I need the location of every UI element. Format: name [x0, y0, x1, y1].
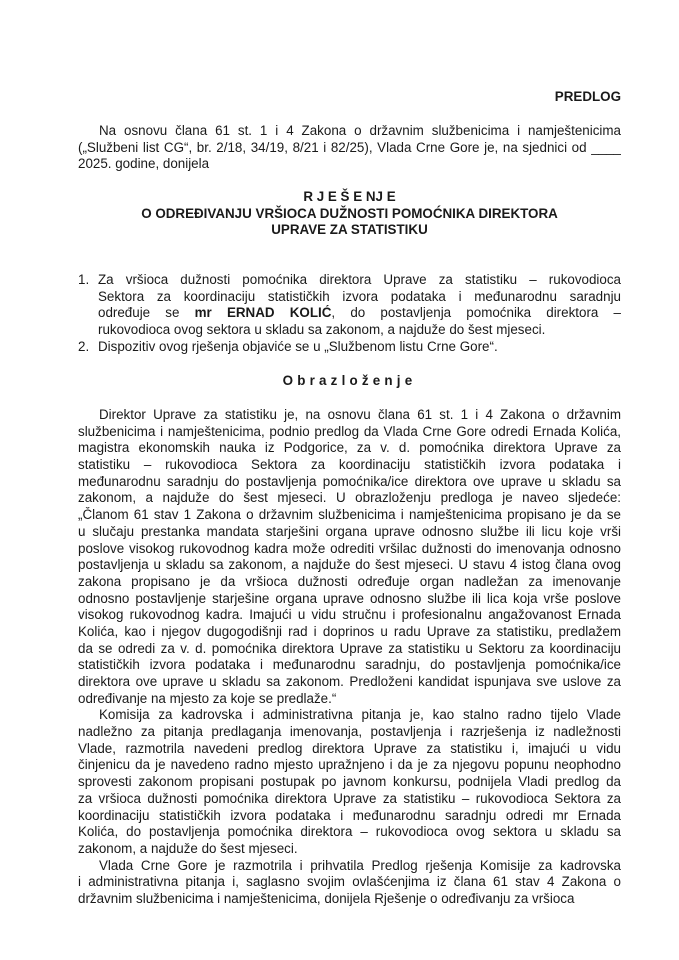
list-line: Za vršioca dužnosti pomoćnika direktora Uprave za statistiku – rukovodioca — [98, 272, 621, 287]
paragraph-line: i administrativna pitanja i, saglasno svojim ovlašćenjima iz člana 61 stav 4 Zakona o — [78, 874, 621, 890]
paragraph-line: koordinaciju statističkih izvora podataka i međunarodnu saradnju odredi mr Ernada — [78, 807, 621, 823]
title-line-3: UPRAVE ZA STATISTIKU — [271, 222, 428, 238]
document-label-predlog: PREDLOG — [554, 89, 621, 104]
intro-paragraph — [78, 123, 621, 173]
list-number: 1. — [78, 272, 90, 287]
paragraph-line: da se odredi za v. d. pomoćnika direktora Uprave za statistiku u Sektoru za koordinaciju — [78, 640, 621, 656]
paragraph-line: Kolića, kao i njegov dugogodišnji rad i doprinos u radu Uprave za statistiku, predlažem — [78, 623, 621, 639]
paragraph-line: zakona propisano je da vršioca dužnosti određuje organ nadležan za imenovanje — [78, 573, 621, 589]
appointee-name: mr ERNAD KOLIĆ — [194, 305, 332, 321]
paragraph-line: državnim službenicima i namještenicima, donijela Rješenje o određivanju za vršioca — [78, 890, 575, 906]
decision-title — [78, 189, 621, 239]
paragraph-line: visokog rukovodnog kadra. Imajući u vidu stručnu i profesionalnu angažovanost Ernada — [78, 607, 621, 623]
reasoning-title — [78, 373, 621, 390]
paragraph-line: službenicima i namještenicima, podnio predlog da Vlada Crne Gore odredi Ernada Kolića, — [78, 423, 621, 439]
paragraph-line: 2025. godine, donijela — [78, 156, 210, 172]
list-item-2 — [78, 339, 621, 356]
text: , do postavljenja pomoćnika direktora – — [331, 305, 621, 321]
list-line: Sektora za koordinaciju statističkih izvora podataka i međunarodnu saradnju — [98, 288, 621, 304]
paragraph-line: zakonom, a najduže do šest mjeseci. — [78, 840, 298, 856]
paragraph-line: činjenicu da je navedeno radno mjesto upražnjeno i da je za njegovu popunu neophodno — [78, 757, 621, 773]
paragraph-line: Kolića, do postavljenja pomoćnika direktora – rukovodioca ovog sektora u skladu sa — [78, 824, 621, 840]
paragraph-line: sprovesti zakonom propisani postupak po javnom konkursu, podnijela Vladi predlog da — [78, 774, 621, 790]
reasoning-body — [78, 407, 621, 908]
paragraph-line: određivanje na mjesto za koje se predlaže.“ — [78, 690, 337, 706]
paragraph-line: magistra ekonomskih nauka iz Podgorice, za v. d. pomoćnika direktora Uprave za — [78, 440, 621, 456]
paragraph-line: Komisija za kadrovska i administrativna pitanja je, kao stalno radno tijelo Vlade — [99, 707, 621, 723]
reasoning-title-text: Obrazloženje — [282, 373, 417, 388]
paragraph — [78, 707, 621, 857]
paragraph-line: odnosno postavljenje starješine organa uprave odnosno službe ili lica koja vrše poslove — [78, 590, 621, 606]
paragraph-line: zakonom, a najduže do šest mjeseci. U obrazloženju predloga je naveo sljedeće: — [78, 490, 621, 506]
paragraph-line: statističkih izvora podataka i međunarodnu saradnju, do postavljenja pomoćnika/ice — [78, 657, 621, 673]
paragraph — [78, 407, 621, 707]
title-line-2: O ODREĐIVANJU VRŠIOCA DUŽNOSTI POMOĆNIKA DIREKTORA — [141, 205, 558, 221]
text: određuje se — [98, 305, 180, 321]
paragraph-line: Vlada Crne Gore je razmotrila i prihvatila Predlog rješenja Komisije za kadrovska — [99, 857, 621, 873]
paragraph-line: nadležno za pitanja predlaganja imenovanja, postavljenja i razrješenja iz nadležnosti — [78, 724, 621, 740]
list-line — [98, 305, 621, 322]
paragraph-line: direktora ove uprave u skladu sa zakonom. Predloženi kandidat ispunjava sve uslove za — [78, 674, 621, 689]
paragraph-line: Na osnovu člana 61 st. 1 i 4 Zakona o državnim službenicima i namještenicima — [99, 123, 621, 138]
paragraph — [78, 858, 621, 908]
paragraph-line: međunarodnu saradnju do postavljenja pomoćnika/ice direktora ove uprave u skladu sa — [78, 473, 621, 489]
paragraph-line: postavljenja u skladu sa zakonom, a najduže do šest mjeseci. U stavu 4 istog člana ovog — [78, 557, 621, 573]
paragraph-line: za vršioca dužnosti pomoćnika direktora Uprave za statistiku – rukovodioca Sektora za — [78, 790, 621, 806]
list-item-1 — [78, 272, 621, 342]
paragraph-line: „Članom 61 stav 1 Zakona o državnim službenicima i namještenicima propisano je da se — [78, 507, 621, 523]
paragraph-line: u slučaju prestanka mandata starješini organa uprave odnosno službe ili licu koje vrši — [78, 523, 621, 539]
list-number: 2. — [78, 339, 90, 354]
title-line-1: R J E Š E NJ E — [303, 189, 396, 204]
paragraph-line: („Službeni list CG“, br. 2/18, 34/19, 8/21 i 82/25), Vlada Crne Gore je, na sjednici od ____ — [78, 139, 621, 155]
paragraph-line: Vlade, razmotrila navedeni predlog direktora Uprave za statistiku i, imajući u vidu — [78, 740, 621, 756]
list-line: Dispozitiv ovog rješenja objaviće se u „Službenom listu Crne Gore“. — [98, 339, 498, 354]
paragraph-line: Direktor Uprave za statistiku je, na osnovu člana 61 st. 1 i 4 Zakona o državnim — [99, 407, 621, 422]
paragraph-line: poslove visokog rukovodnog kadra može odrediti vršilac dužnosti do imenovanja odnosno — [78, 540, 621, 556]
paragraph-line: statistiku – rukovodioca Sektora za koordinaciju statističkih izvora podataka i — [78, 457, 621, 473]
list-line: rukovodioca ovog sektora u skladu sa zakonom, a najduže do šest mjeseci. — [98, 322, 546, 338]
